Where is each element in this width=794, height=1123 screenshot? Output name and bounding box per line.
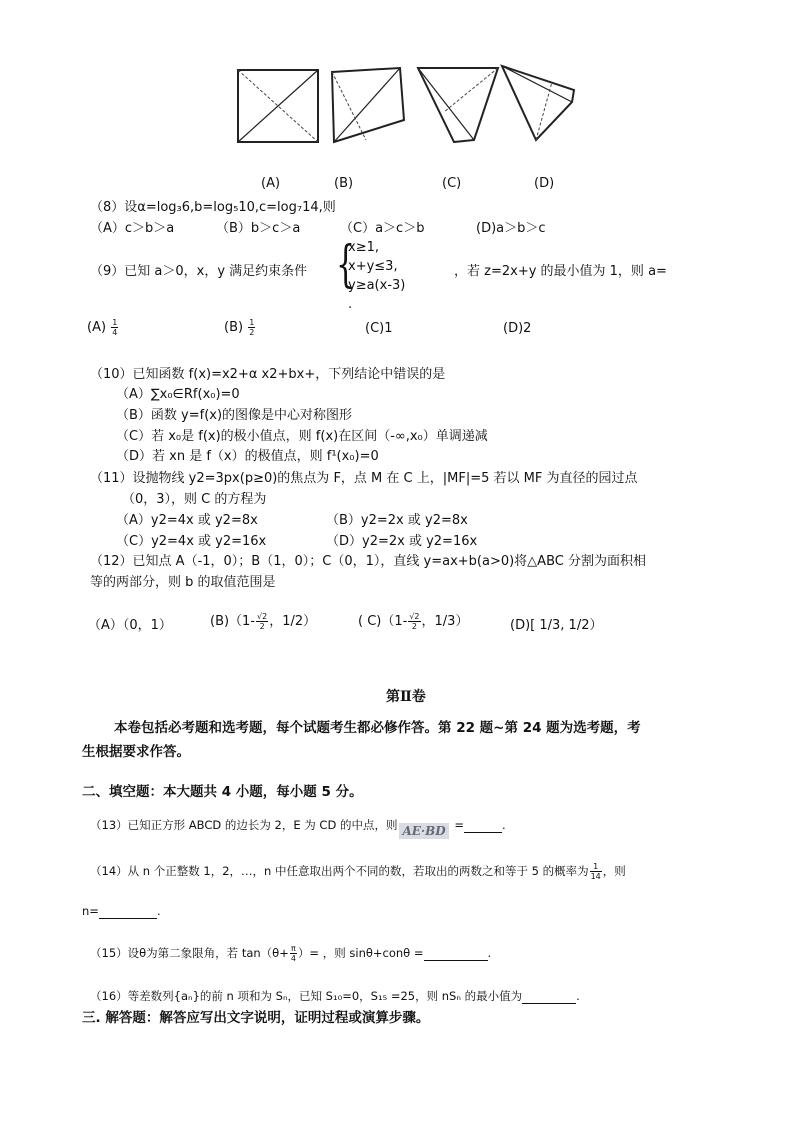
q12-option-a: （A）（0，1）: [88, 618, 172, 633]
fraction: $\frac{\pi}{4}$: [290, 944, 296, 963]
q9-option-b: (B) $\frac{1}{2}$: [224, 318, 255, 337]
section3-heading: 三. 解答题：解答应写出文字说明，证明过程或演算步骤。: [82, 1010, 430, 1026]
part2-intro-line2: 生根据要求作答。: [82, 744, 190, 760]
q14-question: （14）从 n 个正整数 1，2，…，n 中任意取出两个不同的数，若取出的两数之和等于 5 的概率为 $\frac{1}{14}$ ，则: [90, 862, 626, 881]
answer-blank: [522, 989, 576, 1004]
q9-stem-pre: （9）已知 a＞0，x，y 满足约束条件: [90, 264, 308, 279]
fraction: $\frac{√2}{2}$: [257, 612, 268, 631]
q9-option-a: (A) $\frac{1}{4}$: [87, 318, 118, 337]
q8-option-b: （B）b＞c＞a: [216, 221, 301, 236]
q12-option-c: ( C)（1- $\frac{√2}{2}$ ，1/3）: [358, 612, 469, 631]
fraction: $\frac{1}{2}$: [249, 318, 255, 337]
q9-constraint-3: y≥a(x-3): [348, 278, 406, 293]
q13-question: （13）已知正方形 ABCD 的边长为 2，E 为 CD 的中点，则 AE·BD = .: [90, 818, 506, 838]
figure-c-view: [414, 62, 504, 144]
q9-constraint-1: x≥1,: [348, 240, 379, 255]
answer-blank: [424, 946, 488, 961]
figure-a-square: [234, 62, 324, 144]
part2-intro-line1: 本卷包括必考题和选考题，每个试题考生都必修作答。第 22 题~第 24 题为选考题，考: [114, 720, 641, 736]
q9-dot: .: [348, 297, 353, 312]
answer-blank: [464, 818, 502, 833]
q10-option-d: （D）若 xn 是 f（x）的极值点，则 f¹(x₀)=0: [116, 449, 379, 464]
q8-option-d: (D)a＞b＞c: [476, 221, 546, 236]
fraction: $\frac{1}{4}$: [112, 318, 118, 337]
q10-option-b: （B）函数 y=f(x)的图像是中心对称图形: [116, 408, 353, 423]
figure-b-view: [326, 62, 416, 144]
q8-option-c: （C）a＞c＞b: [340, 221, 425, 236]
part2-title: 第Ⅱ卷: [386, 689, 426, 705]
section2-heading: 二、填空题：本大题共 4 小题，每小题 5 分。: [82, 784, 363, 800]
q16-question: （16）等差数列{aₙ}的前 n 项和为 Sₙ，已知 S₁₀=0，S₁₅ =25，则 nSₙ 的最小值为 .: [90, 989, 580, 1003]
q12-option-b: (B)（1- $\frac{√2}{2}$ ，1/2）: [210, 612, 317, 631]
fraction: $\frac{1}{14}$: [590, 862, 601, 881]
q12-stem-line2: 等的两部分，则 b 的取值范围是: [90, 575, 276, 590]
q9-brace: {: [336, 235, 356, 293]
q9-stem-post: ，若 z=2x+y 的最小值为 1，则 a=: [454, 264, 667, 279]
answer-blank: [99, 904, 157, 919]
q12-stem-line1: （12）已知点 A（-1，0）；B（1，0）；C（0，1），直线 y=ax+b(a>0)将△ABC 分割为面积相: [90, 554, 646, 569]
fraction: $\frac{√2}{2}$: [409, 612, 420, 631]
q10-option-a: （A）∑x₀∈Rf(x₀)=0: [116, 387, 240, 402]
q11-option-c: （C）y2=4x 或 y2=16x: [116, 534, 267, 549]
q14-line2: n= .: [82, 904, 161, 918]
q10-option-c: （C）若 x₀是 f(x)的极小值点，则 f(x)在区间（-∞,x₀）单调递减: [116, 429, 488, 444]
figure-label-a: (A): [261, 176, 281, 191]
q11-stem-line1: （11）设抛物线 y2=3px(p≥0)的焦点为 F，点 M 在 C 上，|MF|=5 若以 MF 为直径的园过点: [90, 471, 638, 486]
q9-option-d: (D)2: [503, 321, 532, 336]
vector-dot-product-image: AE·BD: [399, 823, 448, 839]
figure-label-b: (B): [334, 176, 354, 191]
q15-question: （15）设θ为第二象限角，若 tan（θ+ $\frac{\pi}{4}$ ）= ，则 sinθ+conθ = .: [90, 944, 492, 963]
q9-option-c: (C)1: [365, 321, 393, 336]
q8-stem: （8）设α=log₃6,b=log₅10,c=log₇14,则: [90, 200, 336, 215]
q11-option-a: （A）y2=4x 或 y2=8x: [116, 513, 258, 528]
q11-option-d: （D）y2=2x 或 y2=16x: [326, 534, 478, 549]
q11-stem-line2: （0，3），则 C 的方程为: [122, 492, 267, 507]
figure-d-view: [496, 62, 586, 144]
q8-option-a: （A）c＞b＞a: [90, 221, 175, 236]
q11-option-b: （B）y2=2x 或 y2=8x: [326, 513, 468, 528]
q10-stem: （10）已知函数 f(x)=x2+α x2+bx+，下列结论中错误的是: [90, 367, 446, 382]
q12-option-d: (D)[ 1/3, 1/2）: [510, 618, 603, 633]
q9-constraint-2: x+y≤3,: [348, 259, 398, 274]
figure-label-d: (D): [534, 176, 555, 191]
figure-label-c: (C): [442, 176, 462, 191]
